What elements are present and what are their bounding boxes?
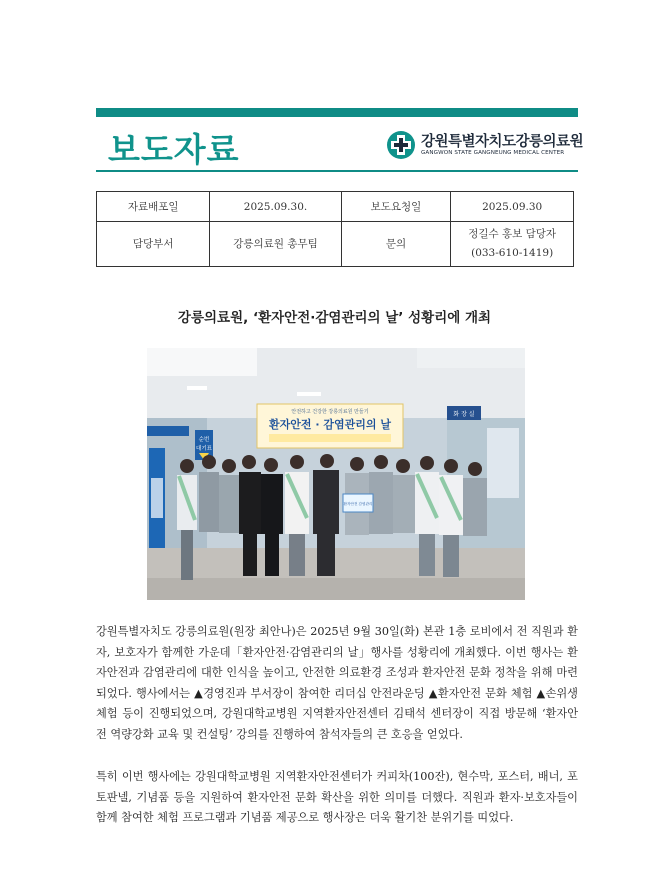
- headline: 강릉의료원, ‘환자안전·감염관리의 날’ 성황리에 개최: [177, 310, 492, 326]
- photo-banner-subtitle: 안전하고 건강한 강릉의료원 만들기: [291, 409, 369, 415]
- body-paragraph-2: 특히 이번 행사에는 강원대학교병원 지역환자안전센터가 커피차(100잔), 현수막, 포스터, 배너, 포토판넬, 기념품 등을 지원하여 환자안전 문화 확산을 위한 의미를 더했다. 직원과 환자·보호자들이 함께 참여한 체험 프로그램과 기념품 제공으로 행사장은 더욱 활기찬 분위기를 띠었다.: [96, 770, 578, 824]
- release-date-label: 자료배포일: [97, 192, 210, 222]
- press-info-table: [96, 191, 574, 267]
- release-date-value: 2025.09.30.: [210, 192, 341, 222]
- contact-phone: (033-610-1419): [471, 247, 554, 259]
- contact-value: [451, 222, 574, 267]
- photo-sign-left-2: 대기표: [196, 446, 212, 452]
- org-name-english: GANGWON STATE GANGNEUNG MEDICAL CENTER: [421, 150, 565, 156]
- contact-label: 문의: [341, 222, 451, 267]
- photo-sign-right: 화 장 실: [453, 411, 475, 418]
- embargo-date-label: 보도요청일: [341, 192, 451, 222]
- medical-center-logo-icon: [386, 130, 416, 160]
- document-title: 보도자료: [108, 130, 240, 169]
- photo-board-text: 환자안전 감염관리: [343, 502, 373, 506]
- body-paragraph-1: 강원특별자치도 강릉의료원(원장 최안나)은 2025년 9월 30일(화) 본관 1층 로비에서 전 직원과 환자, 보호자가 함께한 가운데「환자안전·감염관리의 날」행사를 성황리에 개최했다. 이번 행사는 환자안전과 감염관리에 대한 인식을 높이고, 안전한 의료환경 조성과 환자안전 문화 정착을 위해 마련되었다. 행사에서는 ▲경영진과 부서장이 참여한 리더십 안전라운딩 ▲환자안전 문화 체험 ▲손위생 체험 등이 진행되었으며, 강원대학교병원 지역환자안전센터 김태석 센터장이 직접 방문해 ‘환자안전 역량강화 교육 및 컨설팅’ 강의를 진행하여 참석자들의 큰 호응을 얻었다.: [96, 625, 578, 741]
- header-top-bar: [96, 108, 578, 117]
- embargo-date-value: 2025.09.30: [451, 192, 574, 222]
- event-photo: [147, 348, 525, 600]
- header-bottom-bar: [96, 170, 578, 172]
- contact-person: 정길수 홍보 담당자: [468, 228, 557, 240]
- photo-banner-title: 환자안전 · 감염관리의 날: [269, 418, 391, 431]
- org-logo: [386, 130, 586, 162]
- photo-sign-left-1: 순번: [198, 437, 210, 443]
- department-value: 강릉의료원 총무팀: [210, 222, 341, 267]
- org-name: 강원특별자치도강릉의료원: [421, 134, 584, 150]
- event-photo-illustration: [147, 348, 525, 600]
- department-label: 담당부서: [97, 222, 210, 267]
